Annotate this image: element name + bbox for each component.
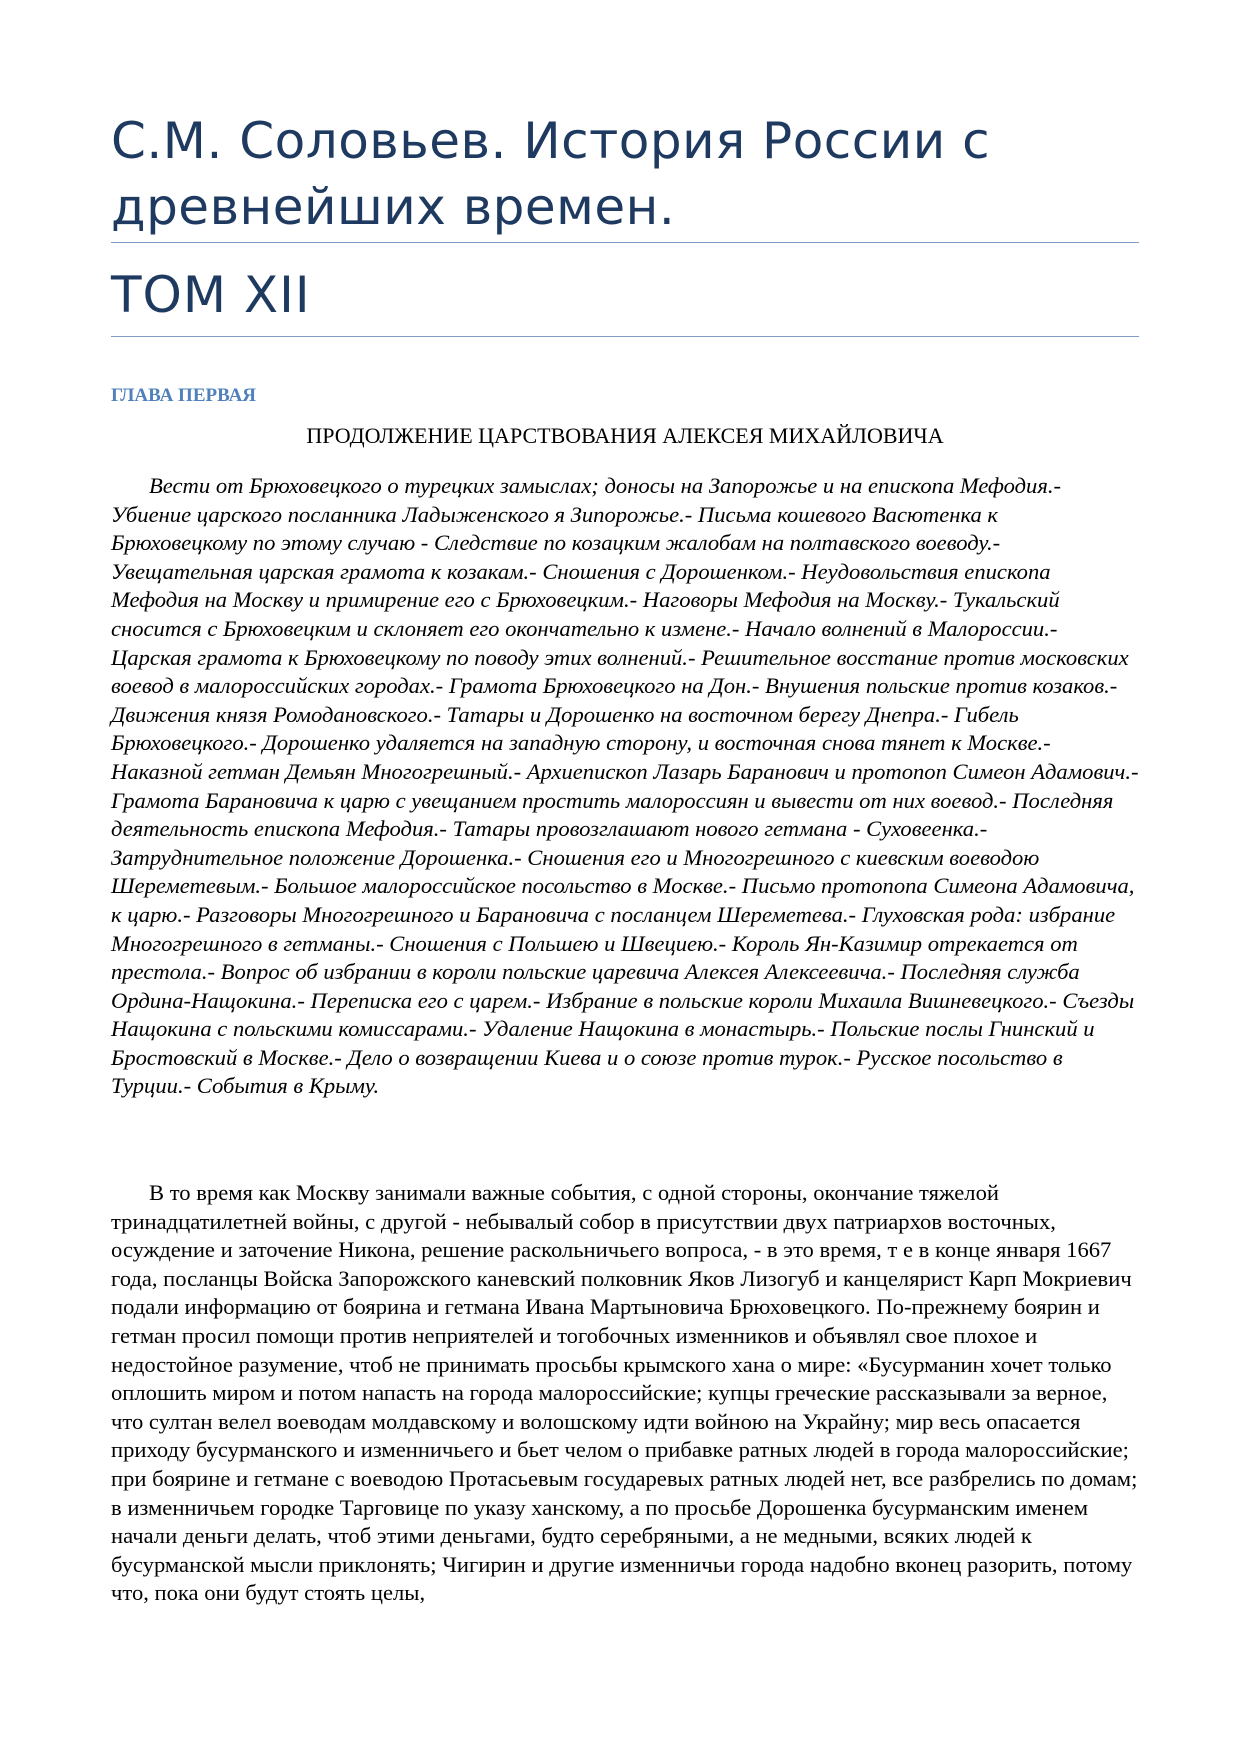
volume-divider [111, 336, 1139, 337]
document-title: С.М. Соловьев. История России с древнейших времен. [111, 112, 991, 236]
chapter-summary: Вести от Брюховецкого о турецких замыслах; доносы на Запорожье и на епископа Мефодия.- Убиение царского посланника Ладыженского я Зипорожье.- Письма кошевого Васютенка к Брюховецкому по этому случаю - Следствие по козацким жалобам на полтавского воеводу.- Увещательная царская грамота к козакам.- Сношения с Дорошенком.- Неудовольствия епископа Мефодия на Москву и примирение его с Брюховецким.- Наговоры Мефодия на Москву.- Тукальский сносится с Брюховецким и склоняет его окончательно к измене.- Начало волнений в Малороссии.- Царская грамота к Брюховецкому по поводу этих волнений.- Решительное восстание против московских воевод в малороссийских городах.- Грамота Брюховецкого на Дон.- Внушения польские против козаков.- Движения князя Ромодановского.- Татары и Дорошенко на восточном берегу Днепра.- Гибель Брюховецкого.- Дорошенко удаляется на западную сторону, и восточная снова тянет к Москве.- Наказной гетман Демьян Многогрешный.- Архиепископ Лазарь Баранович и протопоп Симеон Адамович.- Грамота Барановича к царю с увещанием простить малороссиян и вывести от них воевод.- Последняя деятельность епископа Мефодия.- Татары провозглашают нового гетмана - Суховеенка.- Затруднительное положение Дорошенка.- Сношения его и Многогрешного с киевским воеводою Шереметевым.- Большое малороссийское посольство в Москве.- Письмо протопопа Симеона Адамовича, к царю.- Разговоры Многогрешного и Барановича с посланцем Шереметева.- Глуховская рода: избрание Многогрешного в гетманы.- Сношения с Польшею и Швециею.- Король Ян-Казимир отрекается от престола.- Вопрос об избрании в короли польские царевича Алексея Алексеевича.- Последняя служба Ордина-Нащокина.- Переписка его с царем.- Избрание в польские короли Михаила Вишневецкого.- Съезды Нащокина с польскими комиссарами.- Удаление Нащокина в монастырь.- Польские послы Гнинский и Бростовский в Москве.- Дело о возвращении Киева и о союзе против турок.- Русское посольство в Турции.- События в Крыму. [111, 473, 1139, 1099]
chapter-label: ГЛАВА ПЕРВАЯ [111, 385, 257, 406]
title-divider [111, 242, 1139, 243]
volume-heading: ТОМ XII [111, 266, 311, 324]
chapter-title: ПРОДОЛЖЕНИЕ ЦАРСТВОВАНИЯ АЛЕКСЕЯ МИХАЙЛОВИЧА [306, 423, 944, 448]
body-paragraph: В то время как Москву занимали важные события, с одной стороны, окончание тяжелой тринадцатилетней войны, с другой - небывалый собор в присутствии двух патриархов восточных, осуждение и заточение Никона, решение раскольничьего вопроса, - в это время, т е в конце января 1667 года, посланцы Войска Запорожского каневский полковник Яков Лизогуб и канцелярист Карп Мокриевич подали информацию от боярина и гетмана Ивана Мартыновича Брюховецкого. По-прежнему боярин и гетман просил помощи против неприятелей и тогобочных изменников и объявлял свое плохое и недостойное разумение, чтоб не принимать просьбы крымского хана о мире: «Бусурманин хочет только оплошить миром и потом напасть на города малороссийские; купцы греческие рассказывали за верное, что султан велел воеводам молдавскому и волошскому идти войною на Украйну; мир весь опасается приходу бусурманского и изменничьего и бьет челом о прибавке ратных людей в города малороссийские; при боярине и гетмане с воеводою Протасьевым государевых ратных людей нет, все разбрелись по домам; в изменничьем городке Тарговице по указу ханскому, а по просьбе Дорошенка бусурманским именем начали деньги делать, чтоб этими деньгами, будто серебряными, а не медными, всяких людей к бусурманской мысли приклонять; Чигирин и другие изменничьи города надобно вконец разорить, потому что, пока они будут стоять целы, [111, 1180, 1138, 1606]
